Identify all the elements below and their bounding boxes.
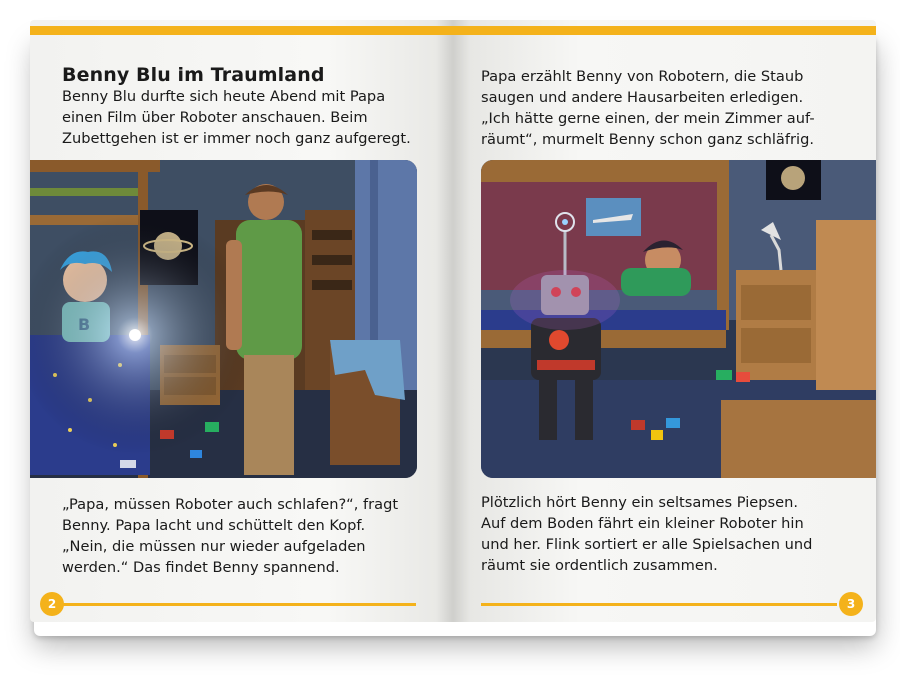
right-intro-paragraph	[481, 66, 815, 150]
right-page	[453, 20, 876, 622]
right-bottom-line: Plötzlich hört Benny ein seltsames Piepsen.	[481, 494, 799, 511]
bedroom-illustration-robot	[481, 160, 876, 478]
right-bottom-line: Auf dem Boden fährt ein kleiner Roboter hin	[481, 515, 804, 532]
bedroom-illustration-papa	[30, 160, 417, 478]
left-intro-line: einen Film über Roboter anschauen. Beim	[62, 109, 368, 126]
right-intro-line: Papa erzählt Benny von Robotern, die Staub	[481, 68, 804, 85]
page-number-right: 3	[839, 592, 863, 616]
left-intro-line: Benny Blu durfte sich heute Abend mit Papa	[62, 88, 386, 105]
right-top-bar	[453, 26, 876, 35]
right-footer-line	[481, 603, 837, 606]
left-page	[30, 20, 453, 622]
open-book	[30, 16, 876, 628]
left-intro-line: Zubettgehen ist er immer noch ganz aufgeregt.	[62, 130, 411, 147]
left-intro-paragraph	[62, 86, 411, 149]
left-bottom-line: Benny. Papa lacht und schüttelt den Kopf.	[62, 517, 366, 534]
left-bottom-paragraph	[62, 494, 398, 578]
left-bottom-line: „Nein, die müssen nur wieder aufgeladen	[62, 538, 366, 555]
left-top-bar	[30, 26, 453, 35]
page-number-left: 2	[40, 592, 64, 616]
story-title: Benny Blu im Traumland	[62, 64, 325, 86]
right-intro-line: saugen und andere Hausarbeiten erledigen.	[481, 89, 804, 106]
right-intro-line: „Ich hätte gerne einen, der mein Zimmer auf-	[481, 110, 815, 127]
right-bottom-paragraph	[481, 492, 812, 576]
right-bottom-line: und her. Flink sortiert er alle Spielsachen und	[481, 536, 813, 553]
left-bottom-line: werden.“ Das findet Benny spannend.	[62, 559, 340, 576]
right-bottom-line: räumt sie ordentlich zusammen.	[481, 557, 718, 574]
left-footer-line	[48, 603, 416, 606]
right-intro-line: räumt“, murmelt Benny schon ganz schläfrig.	[481, 131, 814, 148]
left-bottom-line: „Papa, müssen Roboter auch schlafen?“, fragt	[62, 496, 399, 513]
